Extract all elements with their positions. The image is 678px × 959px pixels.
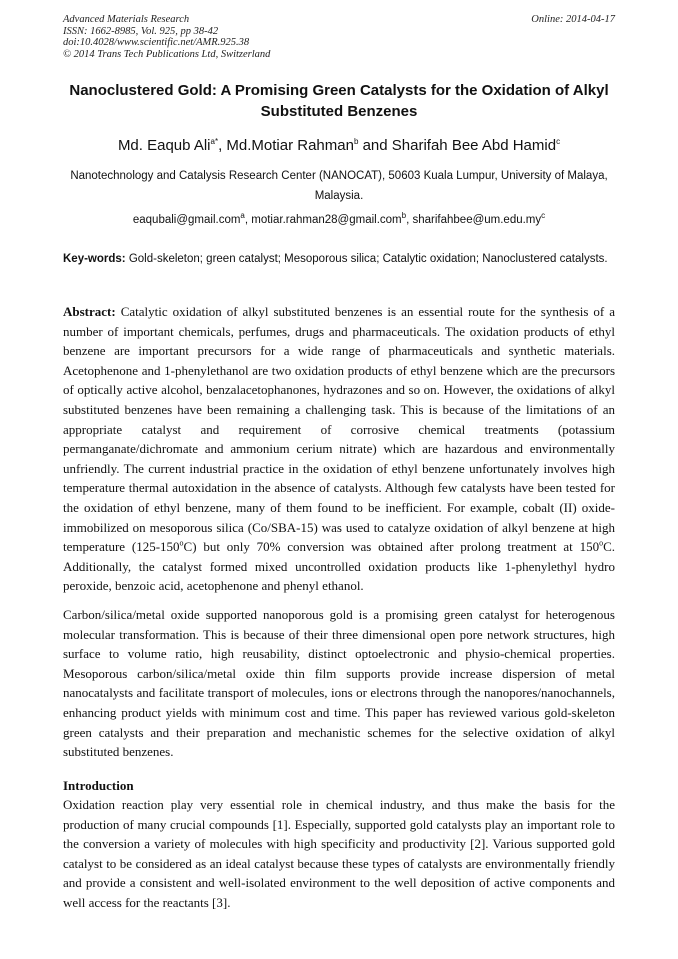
author-superscript: c [556,137,561,146]
online-date: Online: 2014-04-17 [531,14,615,25]
email-superscript: c [541,211,546,220]
author-superscript: b [353,137,359,146]
copyright-line: © 2014 Trans Tech Publications Ltd, Switzerland [63,48,271,60]
abstract-label: Abstract: [63,304,116,319]
author-list: Md. Eaqub Ali$^{a*}$, Md.Motiar Rahman$^b$ and Sharifah Bee Abd Hamid$^c$ [117,137,561,154]
author-name: Sharifah Bee Abd Hamid [391,137,557,154]
abstract-paragraph-1: Abstract: Catalytic oxidation of alkyl substituted benzenes is an essential route for the synthesis of a number of important chemicals, perfumes, drugs and pharmaceuticals. The oxidation products of ethyl benzene are important precursors for a wide range of pharmaceuticals and synthetic materials. Acetophenone and 1-phenylethanol are two oxidation products of ethyl benzene which are the precursors of optically active alcohol, benzalacetophanones, hydrazones and so on. However, the oxidations of alkyl substituted benzenes have been remaining a challenging task. This is because of the limitations of an appropriate catalyst and requirement of corrosive chemical treatments (potassium permanganate/dichromate and ammonium cerium nitrate) which are hazardous and environmentally unfriendly. The current industrial practice in the oxidation of ethyl benzene unfortunately involves high temperature thermal autoxidation in the absence of catalysts. Although few catalysts have been tested for the oxidation of ethyl benzene, many of them found to be inefficient. For example, cobalt (II) oxide-immobilized on mesoporous silica (Co/SBA-15) was used to catalyze oxidation of alkyl benzene at high temperature (125-150$^o$C) but only 70% conversion was obtained after prolong treatment at 150$^o$C. Additionally, the catalyst formed mixed uncontrolled oxidation products like 1-phenylethyl hydro peroxide, benzoic acid, acetophenone and phenyl ethanol. [63,304,615,594]
paper-title: Nanoclustered Gold: A Promising Green Catalysts for the Oxidation of Alkyl Substituted Benzenes [69,82,609,120]
author-superscript: a* [210,137,219,146]
keywords-text: Gold-skeleton; green catalyst; Mesoporous silica; Catalytic oxidation; Nanoclustered catalysts. [128,253,608,265]
email-list: eaqubali@gmail.com$^a$, motiar.rahman28@gmail.com$^b$, $sharifahbee@um.edu.my^c$ [132,211,546,226]
email-address[interactable]: motiar.rahman28@gmail.com [251,213,402,226]
introduction-heading: Introduction [63,778,134,793]
issn-line: ISSN: 1662-8985, Vol. 925, pp 38-42 [63,25,219,37]
journal-header [63,14,615,60]
keywords-label: Key-words: [63,253,126,265]
journal-name: Advanced Materials Research [63,14,190,25]
author-name: Md. Eaqub Ali [117,137,211,154]
email-address[interactable]: eaqubali@gmail.com [132,213,241,226]
email-superscript: b [401,211,407,220]
affiliation: Nanotechnology and Catalysis Research Center (NANOCAT), 50603 Kuala Lumpur, University of Malaya, Malaysia. [70,170,608,202]
abstract-paragraph-2: Carbon/silica/metal oxide supported nanoporous gold is a promising green catalyst for heterogenous molecular transformation. This is because of their three dimensional open pore network structures, high surface to volume ratio, high reusability, distinct optoelectronic and physio-chemical properties. Mesoporous carbon/silica/metal oxide thin film supports provide increase dispersion of metal nanocatalysts and facilitate transport of molecules, ions or electrons through the nanopores/nanochannels, enhancing product yields with minimum cost and time. This paper has reviewed various gold-skeleton green catalysts and their preparation and mechanistic schemes for the selective oxidation of alkyl substituted benzenes. [63,607,615,760]
email-address[interactable]: sharifahbee@um.edu.my [412,213,542,226]
doi-line: doi:10.4028/www.scientific.net/AMR.925.38 [63,37,250,49]
email-superscript: a [240,211,245,220]
author-name: Md.Motiar Rahman [226,137,354,154]
introduction-paragraph: Oxidation reaction play very essential role in chemical industry, and thus make the basis for the production of many crucial compounds [1]. Especially, supported gold catalysts play an important role to the conversion a variety of molecules with high specificity and productivity [2]. Various supported gold catalyst to be considered as an ideal catalyst because these types of catalysts are environmentally friendly and provide a consistent and well-isolated environment to the well deposition of active components and well access for the reactants [3]. [63,797,615,910]
keywords-section [63,252,615,266]
